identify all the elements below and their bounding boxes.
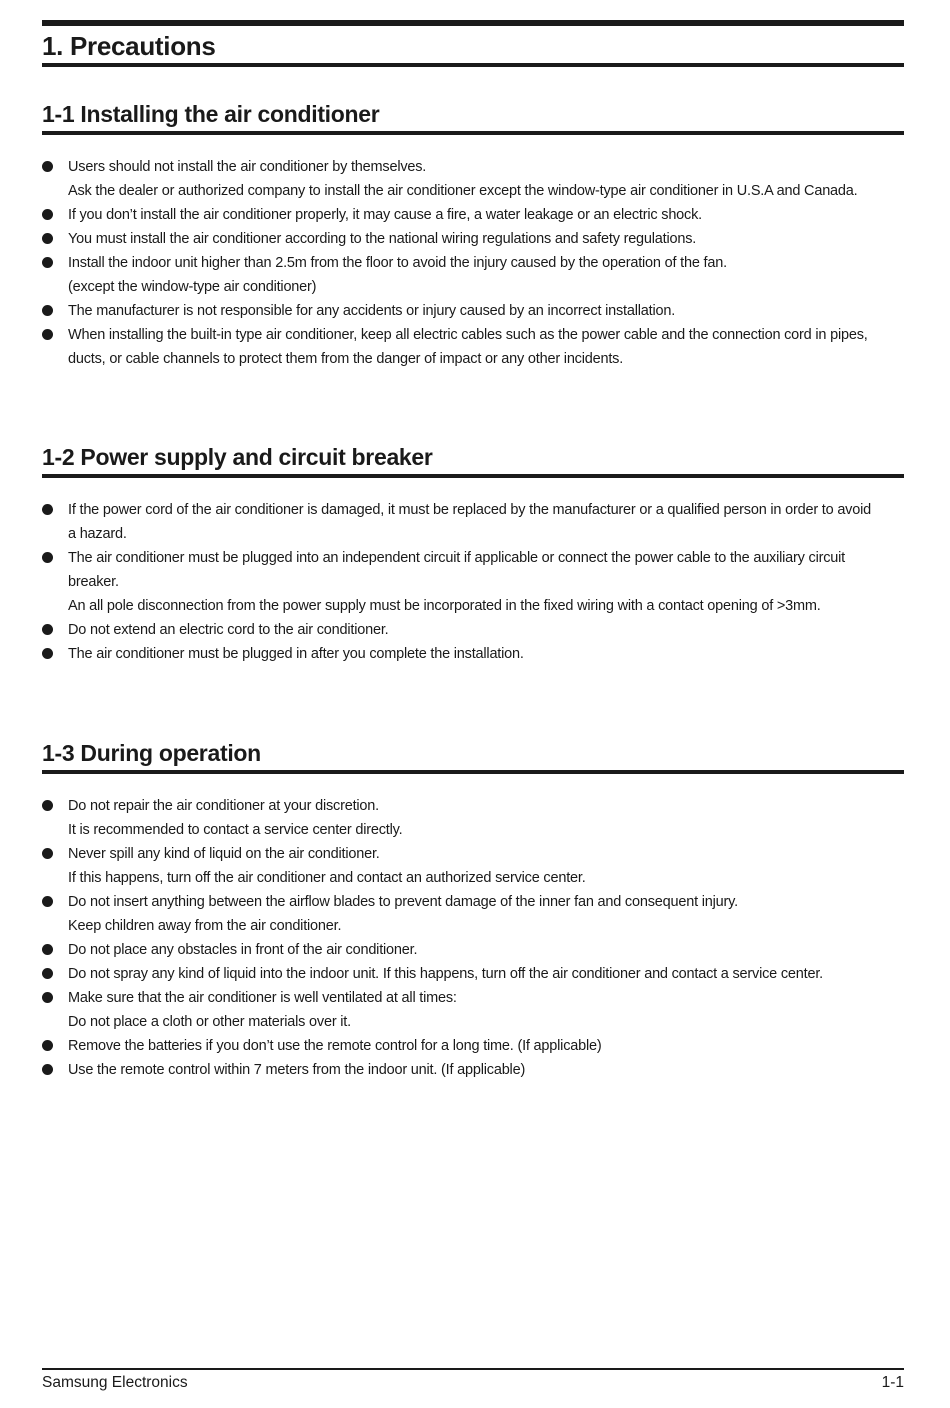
section-during-operation <box>42 738 904 1082</box>
bullet-icon <box>42 504 53 515</box>
list-item-text: The air conditioner must be plugged into an independent circuit if applicable or connect the power cable to the auxiliary circuit <box>68 550 846 566</box>
list-item-text: Use the remote control within 7 meters from the indoor unit. (If applicable) <box>68 1062 526 1078</box>
bullet-icon <box>42 305 53 316</box>
list-item-text: (except the window-type air conditioner) <box>68 279 317 295</box>
page-title: 1. Precautions <box>42 31 216 61</box>
list-item <box>42 618 904 642</box>
list-item-text: a hazard. <box>68 526 127 542</box>
section-power-supply <box>42 442 904 666</box>
list-item-text: If this happens, turn off the air conditioner and contact an authorized service center. <box>68 870 586 886</box>
bullet-icon <box>42 848 53 859</box>
list-item <box>42 251 904 299</box>
bullet-list <box>42 498 904 666</box>
list-item <box>42 794 904 842</box>
bullet-icon <box>42 257 53 268</box>
bullet-list <box>42 794 904 1082</box>
bullet-icon <box>42 800 53 811</box>
section-heading: 1-1 Installing the air conditioner <box>42 99 904 135</box>
list-item-text: Make sure that the air conditioner is well ventilated at all times: <box>68 990 457 1006</box>
list-item-text: ducts, or cable channels to protect them from the danger of impact or any other incidents. <box>68 351 624 367</box>
list-item <box>42 842 904 890</box>
list-item <box>42 546 904 618</box>
list-item <box>42 986 904 1034</box>
list-item-text: You must install the air conditioner according to the national wiring regulations and safety regulations. <box>68 231 697 247</box>
footer-publisher: Samsung Electronics <box>42 1374 188 1391</box>
list-item <box>42 155 904 203</box>
list-item <box>42 890 904 938</box>
list-item-text: Ask the dealer or authorized company to install the air conditioner except the window-type air conditioner in U.S.A and Canada. <box>68 183 858 199</box>
bullet-icon <box>42 944 53 955</box>
bullet-icon <box>42 233 53 244</box>
list-item <box>42 962 904 986</box>
bullet-icon <box>42 1040 53 1051</box>
list-item-text: breaker. <box>68 574 119 590</box>
list-item-text: An all pole disconnection from the power supply must be incorporated in the fixed wiring with a contact opening of >3mm. <box>68 598 821 614</box>
list-item <box>42 642 904 666</box>
list-item-text: The manufacturer is not responsible for any accidents or injury caused by an incorrect installation. <box>68 303 676 319</box>
page-footer <box>42 1368 904 1396</box>
list-item <box>42 227 904 251</box>
list-item-text: It is recommended to contact a service center directly. <box>68 822 403 838</box>
list-item-text: Keep children away from the air conditioner. <box>68 918 342 934</box>
list-item <box>42 203 904 227</box>
bullet-icon <box>42 968 53 979</box>
page-title-bar <box>42 20 904 67</box>
list-item-text: When installing the built-in type air conditioner, keep all electric cables such as the power cable and the connection cord in pipes, <box>68 327 868 343</box>
section-heading: 1-2 Power supply and circuit breaker <box>42 442 904 478</box>
list-item <box>42 299 904 323</box>
bullet-icon <box>42 329 53 340</box>
list-item-text: Do not place a cloth or other materials over it. <box>68 1014 351 1030</box>
bullet-icon <box>42 552 53 563</box>
list-item <box>42 498 904 546</box>
list-item-text: Do not extend an electric cord to the air conditioner. <box>68 622 389 638</box>
bullet-icon <box>42 648 53 659</box>
list-item-text: Do not spray any kind of liquid into the indoor unit. If this happens, turn off the air conditioner and contact a service center. <box>68 966 823 982</box>
bullet-icon <box>42 1064 53 1075</box>
list-item-text: The air conditioner must be plugged in after you complete the installation. <box>68 646 524 662</box>
page-number: 1-1 <box>881 1374 904 1391</box>
list-item-text: Do not insert anything between the airflow blades to prevent damage of the inner fan and consequent injury. <box>68 894 738 910</box>
list-item-text: If the power cord of the air conditioner is damaged, it must be replaced by the manufacturer or a qualified person in order to avoid <box>68 502 871 518</box>
list-item <box>42 938 904 962</box>
bullet-icon <box>42 624 53 635</box>
list-item-text: Remove the batteries if you don’t use the remote control for a long time. (If applicable) <box>68 1038 602 1054</box>
section-heading: 1-3 During operation <box>42 738 904 774</box>
bullet-icon <box>42 896 53 907</box>
section-installing <box>42 99 904 371</box>
bullet-list <box>42 155 904 371</box>
list-item-text: Do not repair the air conditioner at your discretion. <box>68 798 379 814</box>
list-item-text: Users should not install the air conditioner by themselves. <box>68 159 427 175</box>
list-item-text: Install the indoor unit higher than 2.5m from the floor to avoid the injury caused by the operation of the fan. <box>68 255 727 271</box>
list-item <box>42 1058 904 1082</box>
bullet-icon <box>42 161 53 172</box>
list-item <box>42 323 904 371</box>
bullet-icon <box>42 209 53 220</box>
list-item <box>42 1034 904 1058</box>
list-item-text: Do not place any obstacles in front of the air conditioner. <box>68 942 418 958</box>
bullet-icon <box>42 992 53 1003</box>
list-item-text: If you don’t install the air conditioner properly, it may cause a fire, a water leakage or an electric shock. <box>68 207 702 223</box>
list-item-text: Never spill any kind of liquid on the air conditioner. <box>68 846 380 862</box>
